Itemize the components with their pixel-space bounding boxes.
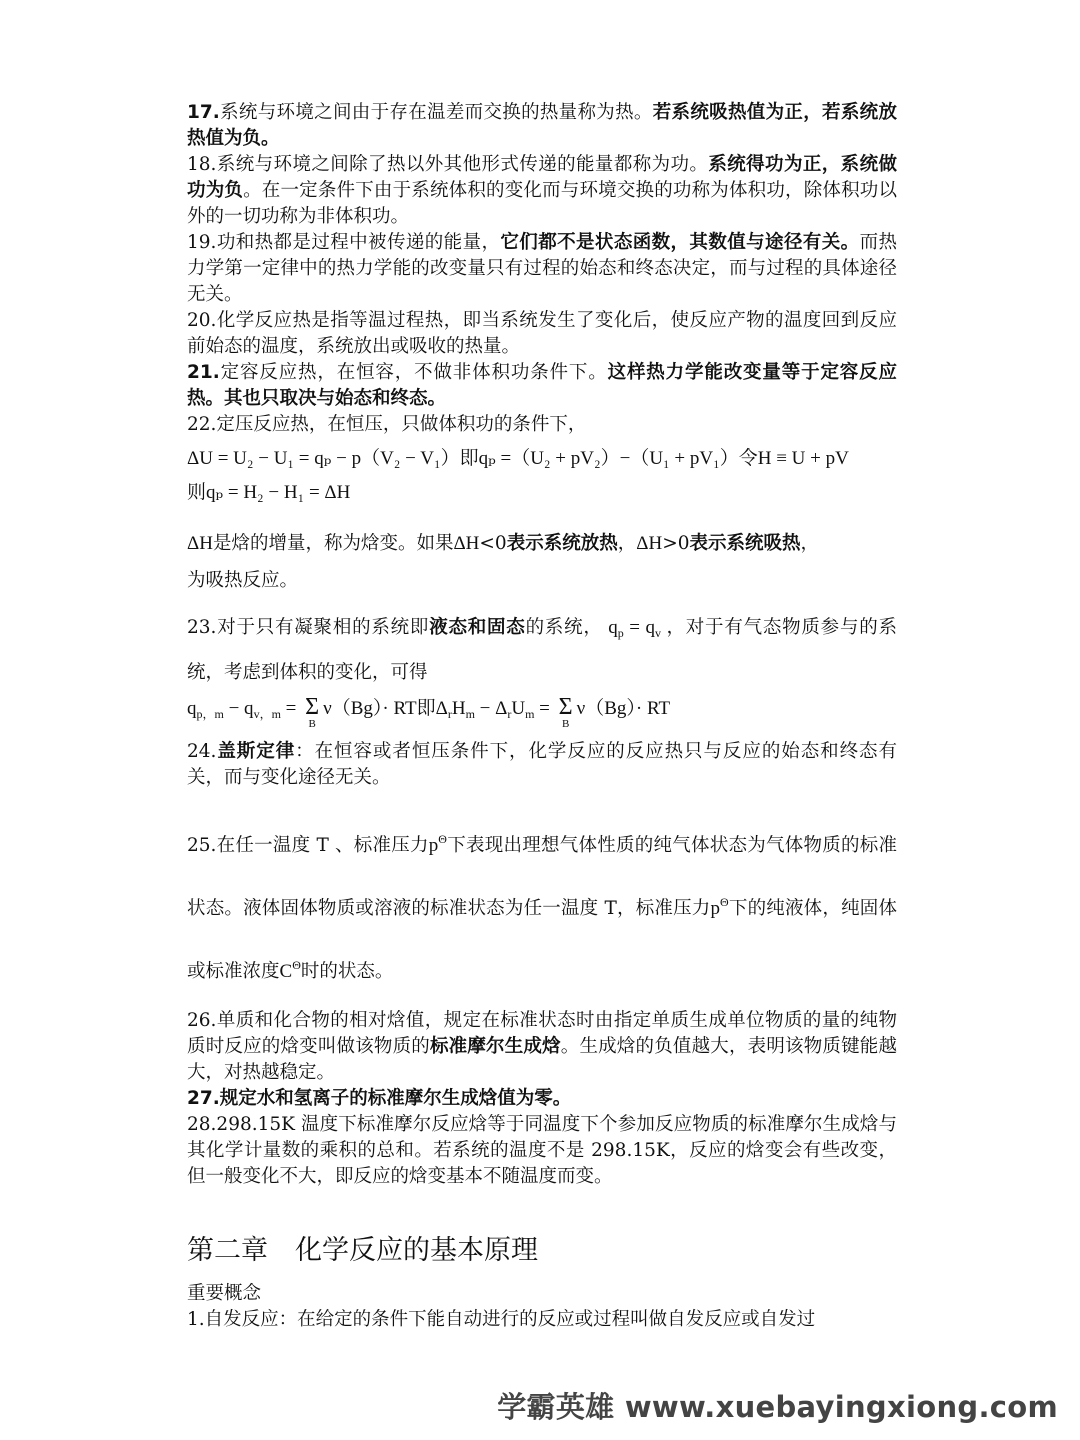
text: 19.功和热都是过程中被传递的能量， — [187, 232, 501, 253]
equation-delta-u: ΔU = U₂ − U₁ = qₚ − p（V₂ − V₁）即qₚ =（U₂ + pV₂）−（U₁ + pV₁）令H ≡ U + pV — [187, 448, 849, 469]
delta-h-symbol: ΔH — [187, 533, 213, 554]
text: 纯液体，纯固体或标准浓度 — [187, 898, 897, 982]
text: 28.298.15K 温度下标准摩尔反应焓等于同温度下个参加反应物质的标准摩尔生成焓与其化学计量数的乘积的总和。若系统的温度不是 298.15K，反应的焓变会有些改变，但一般变化不大，即反应的焓变基本不随温度而变。 — [187, 1114, 897, 1187]
text: ， — [800, 533, 819, 554]
item-number: 21. — [187, 362, 220, 383]
standard-pressure-symbol: $p^\Theta$ — [428, 832, 447, 856]
item-number: 17. — [187, 102, 220, 123]
paragraph-27 — [187, 1086, 897, 1112]
text: ， — [617, 533, 637, 554]
text: ：在恒容或者恒压条件下，化学反应的反应热只与反应的始态和终态有关，而与变化途径无关。 — [187, 741, 897, 788]
bold-text: 27.规定水和氢离子的标准摩尔生成焓值为零。 — [187, 1088, 572, 1109]
text: 20.化学反应热是指等温过程热，即当系统发生了变化后，使反应产物的温度回到反应前始态的温度，系统放出或吸收的热量。 — [187, 310, 897, 357]
text: 22.定压反应热，在恒压，只做体积功的条件下， — [187, 414, 587, 435]
text: 时的状态。 — [300, 961, 394, 982]
text: ，对于有气态物质参与的系统，考虑到体积的变化，可得 — [187, 617, 897, 683]
equation-qpm-qvm: $q_{p,m} - q_{v,m} = \Sigma$ B ν（Bg）· RT即$\Delta_rH_m - \Delta_rU_m = \Sigma$ B ν（Bg）· RT — [187, 694, 671, 730]
text: 18.系统与环境之间除了热以外其他形式传递的能量都称为功。 — [187, 154, 709, 175]
paragraph-17 — [187, 100, 897, 152]
watermark: 学霸英雄 www.xuebayingxiong.com — [497, 1390, 1058, 1424]
text: 。生成焓的负值越大，表明该物质键能越大，对热越稳定。 — [187, 1036, 897, 1083]
paragraph-24 — [187, 739, 897, 791]
paragraph-20 — [187, 308, 897, 360]
text: 为吸热反应。 — [187, 570, 299, 591]
paragraph-28 — [187, 1112, 897, 1190]
paragraph-25 — [187, 811, 897, 1000]
bold-text: 表示系统放热 — [506, 533, 618, 554]
paragraph-22-enthalpy — [187, 528, 897, 560]
text: 下表现出理想气体性质的纯气体状态为气体物质 — [446, 835, 841, 856]
paragraph-21 — [187, 360, 897, 412]
equation-qp: 则qₚ = H₂ − H₁ = ΔH — [187, 482, 351, 503]
paragraph-26 — [187, 1008, 897, 1086]
bold-text: 若系统吸热值为正，若系统放热值为负。 — [187, 102, 897, 149]
equation-text: ν（Bg）· RT — [576, 698, 671, 719]
paragraph-22 — [187, 412, 897, 438]
bold-text: 表示系统吸热 — [689, 533, 801, 554]
text: 的系统， — [525, 617, 603, 638]
text: 的标准状态。液体固体物质或溶液的标准状态为任一温度 T，标准压力 — [187, 835, 897, 919]
text: >0 — [662, 533, 690, 554]
text: 定容反应热，在恒容，不做非体积功条件下。 — [219, 362, 608, 383]
equation-text: ν（Bg）· RT即 — [323, 698, 436, 719]
delta-h-symbol: ΔH — [636, 533, 663, 554]
paragraph-spontaneous: 1.自发反应：在给定的条件下能自动进行的反应或过程叫做自发反应或自发过 — [187, 1309, 816, 1330]
paragraph-22-end — [187, 568, 897, 594]
sum-symbol: Σ B — [558, 694, 573, 730]
text: 下的 — [728, 898, 767, 919]
standard-pressure-symbol: $p^\Theta$ — [710, 895, 729, 919]
text: 而热力学第一定律中的热力学能的改变量只有过程的始态和终态决定，而与过程的具体途径无关。 — [187, 232, 897, 305]
text: 。在一定条件下由于系统体积的变化而与环境交换的功称为体积功，除体积功以外的一切功称为非体积功。 — [187, 180, 897, 227]
bold-text: 它们都不是状态函数，其数值与途径有关。 — [500, 232, 860, 253]
text: 是焓的增量，称为焓变。如果 — [212, 533, 454, 554]
equation-qp-qv: $q_p = q_v$ — [602, 617, 661, 640]
bold-text: 盖斯定律 — [216, 741, 296, 762]
bold-text: 系统得功为正，系统做功为负 — [187, 154, 897, 201]
text: 24. — [187, 741, 217, 762]
text: <0 — [479, 533, 507, 554]
bold-text: 液态和固态 — [429, 617, 526, 638]
delta-h-symbol: ΔH — [453, 533, 480, 554]
section-subtitle: 重要概念 — [187, 1283, 262, 1304]
text: 系统与环境之间由于存在温差而交换的热量称为热。 — [219, 102, 653, 123]
paragraph-19 — [187, 230, 897, 308]
paragraph-23 — [187, 608, 897, 693]
bold-text: 这样热力学能改变量等于定容反应热。其也只取决与始态和终态。 — [187, 362, 897, 409]
standard-concentration-symbol: $C^\Theta$ — [279, 958, 301, 982]
document-page — [187, 100, 897, 1333]
bold-text: 标准摩尔生成焓 — [429, 1036, 561, 1057]
sum-symbol: Σ B — [305, 694, 320, 730]
paragraph-18 — [187, 152, 897, 230]
text: 23.对于只有凝聚相的系统即 — [187, 617, 430, 638]
chapter-title: 第二章 化学反应的基本原理 — [187, 1235, 538, 1266]
text: 25.在任一温度 T 、标准压力 — [187, 835, 429, 856]
text: 26.单质和化合物的相对焓值，规定在标准状态时由指定单质生成单位物质的量的纯物质时反应的焓变叫做该物质的 — [187, 1010, 897, 1057]
